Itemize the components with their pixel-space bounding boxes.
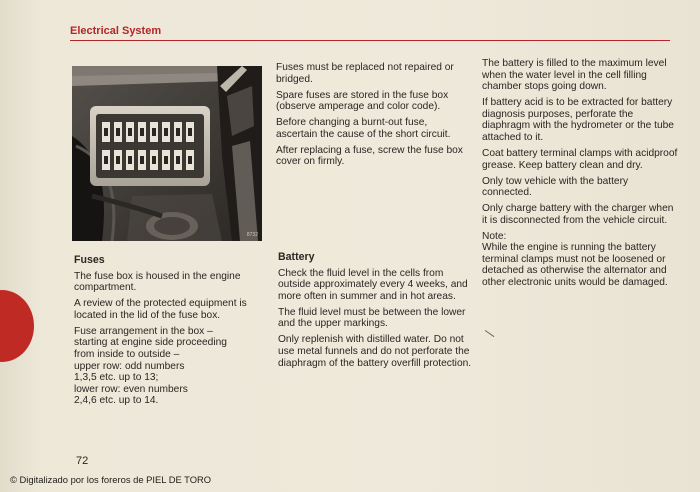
battery-cont-paragraph-2: If battery acid is to be extracted for battery diagnosis purposes, perforate the diaphragm with the hydrometer or the tube attached to it. [482, 97, 674, 143]
fuses-cont-paragraph-4: After replacing a fuse, screw the fuse box cover on firmly. [276, 144, 463, 168]
fuse-arrangement-line-5: 1,3,5 etc. up to 13; [74, 372, 159, 384]
fuse-arrangement [74, 326, 264, 407]
battery-paragraph-1: Check the fluid level in the cells from outside approximately every 4 weeks, and more often in summer and in hot areas. [278, 267, 468, 302]
fuses-heading: Fuses [74, 254, 105, 266]
fuse-arrangement-line-6: lower row: even numbers [74, 383, 188, 395]
battery-cont-paragraph-1: The battery is filled to the maximum level when the water level in the cell filling chamber stops going down. [482, 58, 667, 93]
fuses-cont-paragraph-1: Fuses must be replaced not repaired or bridged. [276, 62, 454, 85]
fuse-arrangement-line-3: from inside to outside – [74, 348, 180, 360]
fuses-cont-paragraph-3: Before changing a burnt-out fuse, ascertain the cause of the short circuit. [276, 117, 451, 140]
battery-cont-paragraph-5: Only charge battery with the charger when it is disconnected from the vehicle circuit. [482, 203, 674, 226]
battery-heading: Battery [278, 251, 315, 263]
fuse-box-illustration [72, 66, 262, 241]
fuses-paragraph-2: A review of the protected equipment is located in the lid of the fuse box. [74, 298, 247, 321]
fuse-arrangement-line-4: upper row: odd numbers [74, 360, 185, 372]
fuse-box-photo [72, 66, 262, 241]
header-rule [70, 40, 670, 41]
fuse-arrangement-line-7: 2,4,6 etc. up to 14. [74, 395, 159, 407]
ink-mark [485, 330, 495, 337]
section-header: Electrical System [70, 25, 162, 37]
page-number: 72 [76, 455, 89, 467]
digitization-credit: © Digitalizado por los foreros de PIEL DE TORO [10, 474, 212, 485]
fuses-continued-section [276, 62, 466, 172]
battery-section [278, 252, 473, 374]
fuse-arrangement-line-1: Fuse arrangement in the box – [74, 325, 213, 337]
fuse-arrangement-line-2: starting at engine side proceeding [74, 337, 227, 349]
battery-cont-paragraph-4: Only tow vehicle with the battery connected. [482, 175, 629, 199]
fuses-section [74, 255, 264, 407]
photo-code-label: 8732 [246, 232, 258, 238]
fuses-cont-paragraph-2: Spare fuses are stored in the fuse box (observe amperage and color code). [276, 89, 449, 113]
note-heading: Note: [482, 230, 507, 242]
battery-continued-section [482, 58, 678, 293]
red-thumb-tab [0, 290, 34, 362]
battery-paragraph-3: Only replenish with distilled water. Do not use metal funnels and do not perforate the diaphragm of the battery overfill protection. [278, 334, 472, 369]
battery-paragraph-2: The fluid level must be between the lower and the upper markings. [278, 306, 466, 330]
battery-cont-paragraph-3: Coat battery terminal clamps with acidproof grease. Keep battery clean and dry. [482, 147, 678, 171]
note-body: While the engine is running the battery terminal clamps must not be loosened or detached as otherwise the alternator and other electronic units would be damaged. [482, 242, 668, 289]
fuses-paragraph-1: The fuse box is housed in the engine compartment. [74, 270, 241, 294]
